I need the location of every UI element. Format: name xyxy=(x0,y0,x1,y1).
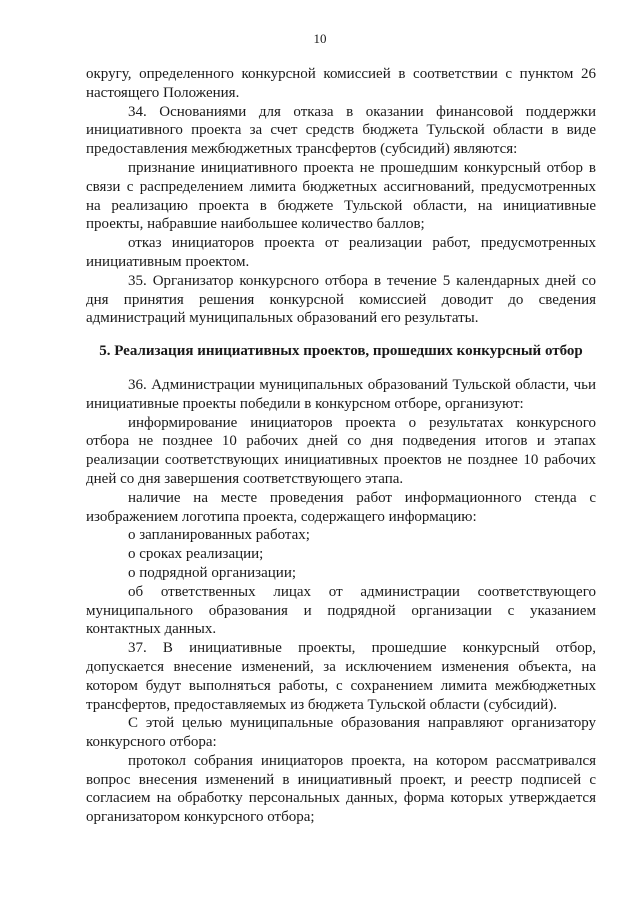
list-item: о запланированных работах; xyxy=(128,527,310,544)
paragraph: информирование инициаторов проекта о результатах конкурсного отбора не позднее 10 рабочих дней со дня подведения итогов и этапах реализации соответствующих инициативных проектов не позднее 10 рабочих дней со дня завершения соответствующего этапа. xyxy=(86,414,596,487)
document-body xyxy=(86,65,596,827)
paragraph: 34. Основаниями для отказа в оказании финансовой поддержки инициативного проекта за счет средств бюджета Тульской области в виде предоставления межбюджетных трансфертов (субсидий) являются: xyxy=(86,103,596,158)
paragraph: наличие на месте проведения работ информационного стенда с изображением логотипа проекта, содержащего информацию: xyxy=(86,489,596,525)
paragraph: округу, определенного конкурсной комиссией в соответствии с пунктом 26 настоящего Положения. xyxy=(86,66,596,101)
paragraph: С этой целью муниципальные образования направляют организатору конкурсного отбора: xyxy=(86,715,596,751)
paragraph: 35. Организатор конкурсного отбора в течение 5 календарных дней со дня принятия решения конкурсной комиссией доводит до сведения администраций муниципальных образований его результаты. xyxy=(86,272,596,327)
section-heading: 5. Реализация инициативных проектов, прошедших конкурсный отбор xyxy=(99,343,583,360)
paragraph: протокол собрания инициаторов проекта, на котором рассматривался вопрос внесения изменений в инициативный проект, и реестр подписей с согласием на обработку персональных данных, форма которых утверждается организатором конкурсного отбора; xyxy=(86,752,596,826)
list-item: об ответственных лицах от администрации соответствующего муниципального образования и подрядной организации с указанием контактных данных. xyxy=(86,583,596,638)
paragraph: 36. Администрации муниципальных образований Тульской области, чьи инициативные проекты победили в конкурсном отборе, организуют: xyxy=(86,376,596,412)
list-item: о сроках реализации; xyxy=(128,546,264,563)
paragraph: признание инициативного проекта не прошедшим конкурсный отбор в связи с распределением лимита бюджетных ассигнований, предусмотренных на реализацию проекта в бюджете Тульской области, на инициативные проекты, набравшие наибольшее количество баллов; xyxy=(86,159,596,233)
list-item: о подрядной организации; xyxy=(128,564,297,581)
paragraph: 37. В инициативные проекты, прошедшие конкурсный отбор, допускается внесение изменений, за исключением изменения объекта, на котором будут выполняться работы, с сохранением лимита межбюджетных трансфертов, предоставляемых из бюджета Тульской области (субсидий). xyxy=(86,640,596,713)
paragraph: отказ инициаторов проекта от реализации работ, предусмотренных инициативным проектом. xyxy=(86,235,596,270)
page-number: 10 xyxy=(313,31,327,46)
